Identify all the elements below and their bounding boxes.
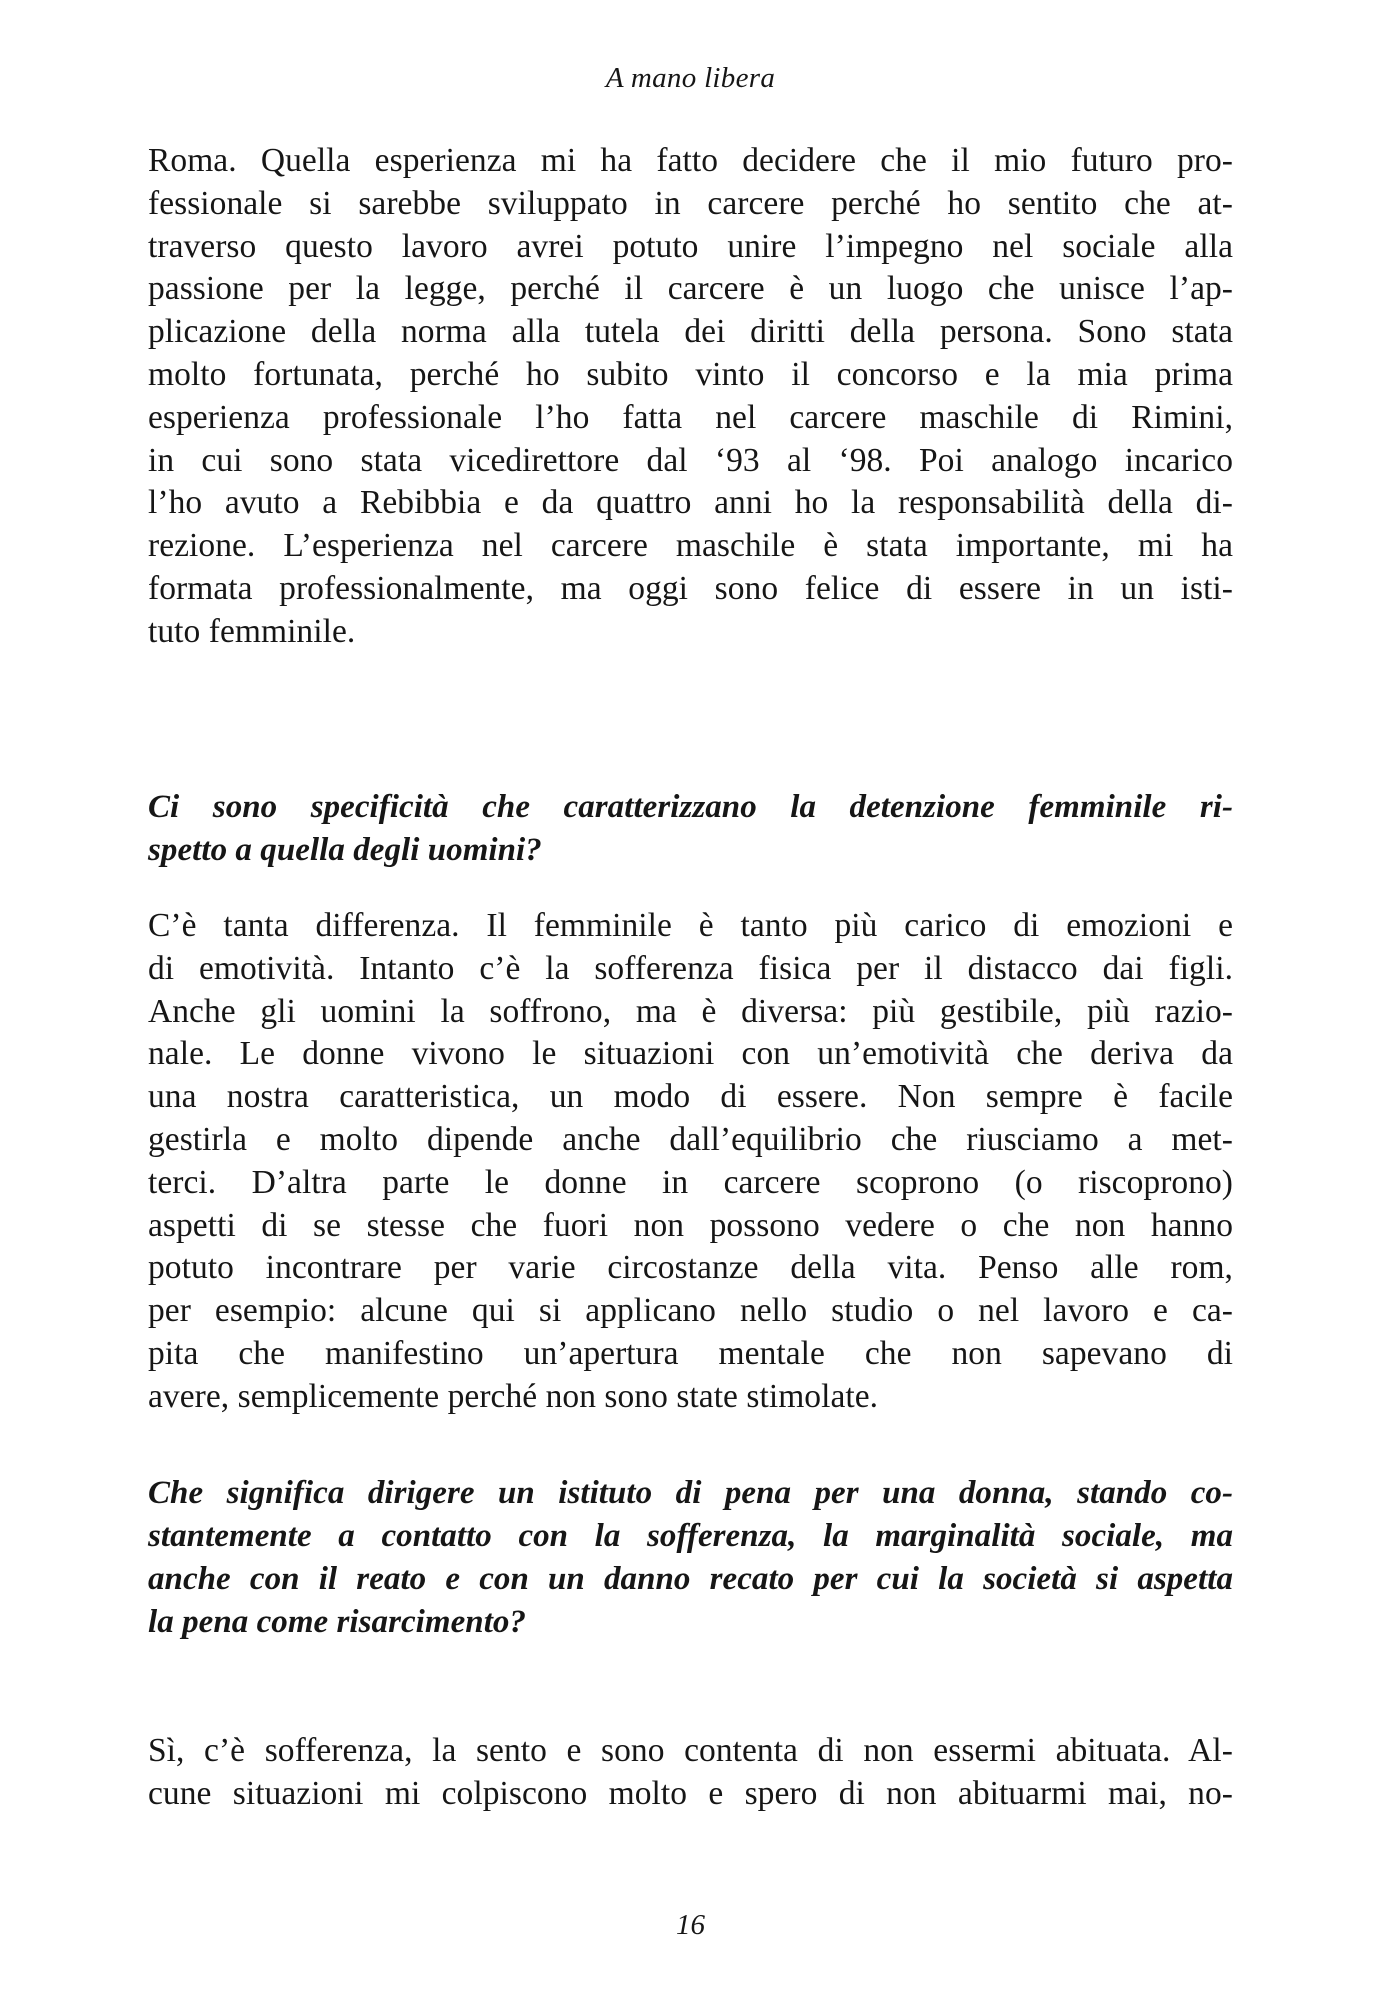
heading-line: Ci sono specificità che caratterizzano la detenzione femminile ri- bbox=[148, 789, 1233, 825]
text-line: l’ho avuto a Rebibbia e da quattro anni ho la responsabilità della di- bbox=[148, 484, 1233, 522]
text-line: una nostra caratteristica, un modo di essere. Non sempre è facile bbox=[148, 1078, 1233, 1116]
heading-line: la pena come risarcimento? bbox=[148, 1604, 527, 1640]
page-content bbox=[148, 0, 1233, 2000]
text-line: cune situazioni mi colpiscono molto e spero di non abituarmi mai, no- bbox=[148, 1774, 1233, 1812]
paragraph-block-3 bbox=[148, 1730, 1233, 1816]
paragraph-1 bbox=[148, 140, 1233, 654]
text-line: C’è tanta differenza. Il femminile è tanto più carico di emozioni e bbox=[148, 907, 1233, 944]
text-line: plicazione della norma alla tutela dei diritti della persona. Sono stata bbox=[148, 313, 1233, 351]
text-line: avere, semplicemente perché non sono state stimolate. bbox=[148, 1377, 879, 1415]
text-line: fessionale si sarebbe sviluppato in carcere perché ho sentito che at- bbox=[148, 184, 1233, 222]
text-line: in cui sono stata vicedirettore dal ‘93 al ‘98. Poi analogo incarico bbox=[148, 441, 1233, 479]
paragraph-block-1 bbox=[148, 140, 1233, 654]
text-line: Roma. Quella esperienza mi ha fatto decidere che il mio futuro pro- bbox=[148, 142, 1233, 179]
heading-line: stantemente a contatto con la sofferenza, la marginalità sociale, ma bbox=[148, 1518, 1233, 1554]
heading-line: anche con il reato e con un danno recato per cui la società si aspetta bbox=[148, 1561, 1233, 1597]
paragraph-block-2 bbox=[148, 905, 1233, 1419]
question-block-2 bbox=[148, 1472, 1233, 1644]
text-line: traverso questo lavoro avrei potuto unire l’impegno nel sociale alla bbox=[148, 227, 1233, 265]
paragraph-3 bbox=[148, 1730, 1233, 1816]
question-heading-1 bbox=[148, 786, 1233, 872]
text-line: per esempio: alcune qui si applicano nello studio o nel lavoro e ca- bbox=[148, 1292, 1233, 1330]
text-line: di emotività. Intanto c’è la sofferenza fisica per il distacco dai figli. bbox=[148, 949, 1233, 987]
text-line: tuto femminile. bbox=[148, 612, 356, 650]
text-line: gestirla e molto dipende anche dall’equilibrio che riusciamo a met- bbox=[148, 1120, 1233, 1158]
text-line: pita che manifestino un’apertura mentale che non sapevano di bbox=[148, 1334, 1233, 1372]
question-block-1 bbox=[148, 786, 1233, 872]
text-line: passione per la legge, perché il carcere è un luogo che unisce l’ap- bbox=[148, 270, 1233, 308]
question-heading-2 bbox=[148, 1472, 1233, 1644]
heading-line: spetto a quella degli uomini? bbox=[148, 832, 542, 868]
text-line: Anche gli uomini la soffrono, ma è diversa: più gestibile, più razio- bbox=[148, 992, 1233, 1030]
paragraph-2 bbox=[148, 905, 1233, 1419]
text-line: formata professionalmente, ma oggi sono felice di essere in un isti- bbox=[148, 569, 1233, 607]
heading-line: Che significa dirigere un istituto di pena per una donna, stando co- bbox=[148, 1475, 1233, 1511]
text-line: molto fortunata, perché ho subito vinto il concorso e la mia prima bbox=[148, 355, 1233, 393]
page-number: 16 bbox=[676, 1909, 705, 1941]
text-line: Sì, c’è sofferenza, la sento e sono contenta di non essermi abituata. Al- bbox=[148, 1732, 1233, 1769]
text-line: esperienza professionale l’ho fatta nel carcere maschile di Rimini, bbox=[148, 398, 1233, 436]
text-line: rezione. L’esperienza nel carcere maschile è stata importante, mi ha bbox=[148, 527, 1233, 565]
text-line: terci. D’altra parte le donne in carcere scoprono (o riscoprono) bbox=[148, 1163, 1233, 1201]
text-line: aspetti di se stesse che fuori non possono vedere o che non hanno bbox=[148, 1206, 1233, 1244]
text-line: nale. Le donne vivono le situazioni con un’emotività che deriva da bbox=[148, 1035, 1233, 1073]
running-head: A mano libera bbox=[605, 62, 776, 94]
text-line: potuto incontrare per varie circostanze della vita. Penso alle rom, bbox=[148, 1249, 1233, 1287]
